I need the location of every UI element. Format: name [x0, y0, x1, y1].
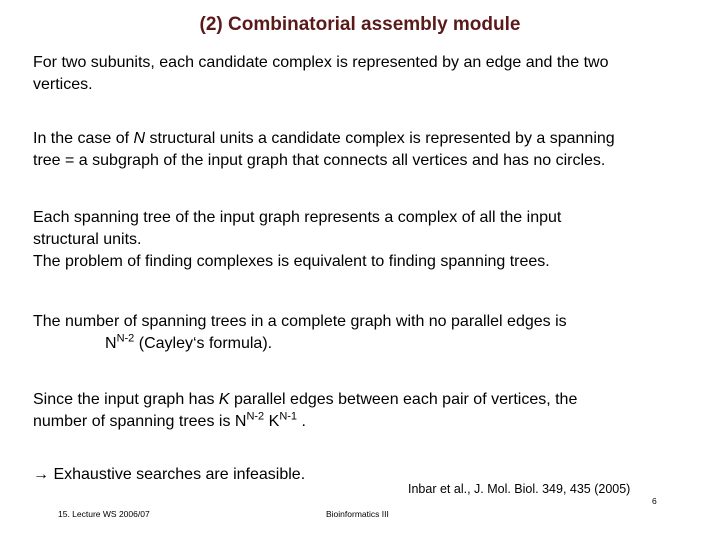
paragraph-spanning-tree	[33, 207, 703, 273]
footer-lecture: 15. Lecture WS 2006/07	[58, 509, 150, 519]
paragraph-n-units	[33, 128, 703, 172]
slide-title: (2) Combinatorial assembly module	[199, 14, 521, 35]
footer-course: Bioinformatics III	[326, 509, 389, 519]
arrow-right-icon: →	[33, 466, 49, 483]
variable-k: K	[218, 391, 230, 408]
formula-base: K	[268, 413, 280, 430]
paragraph-line: For two subunits, each candidate complex is represented by an edge and the two	[33, 54, 609, 71]
formula-exponent: N-1	[279, 410, 298, 423]
paragraph-line: tree = a subgraph of the input graph that connects all vertices and has no circles.	[33, 152, 606, 169]
paragraph-line: The problem of finding complexes is equivalent to finding spanning trees.	[33, 253, 550, 270]
paragraph-line: vertices.	[33, 76, 93, 93]
paragraph-line: number of spanning trees is $N^{N-2}$ $K^{N-1}$ .	[33, 410, 306, 430]
cayley-formula: $N^{N-2}$ (Cayley‘s formula).	[105, 332, 273, 352]
formula-exponent: N-2	[246, 410, 265, 423]
conclusion: → Exhaustive searches are infeasible.	[33, 466, 306, 483]
paragraph-line: Each spanning tree of the input graph represents a complex of all the input	[33, 209, 562, 226]
formula-exponent: N-2	[116, 332, 135, 345]
formula-base: N	[234, 413, 247, 430]
paragraph-line: structural units.	[33, 231, 142, 248]
citation: Inbar et al., J. Mol. Biol. 349, 435 (2005)	[408, 482, 631, 496]
paragraph-parallel-edges	[33, 389, 703, 433]
page-number: 6	[652, 496, 657, 506]
paragraph-line: Since the input graph has K parallel edges between each pair of vertices, the	[33, 391, 578, 408]
paragraph-line: The number of spanning trees in a complete graph with no parallel edges is	[33, 313, 567, 330]
variable-n: N	[133, 130, 146, 147]
paragraph-two-subunits	[33, 52, 703, 96]
paragraph-cayley	[33, 311, 703, 355]
formula-base: N	[105, 335, 117, 352]
paragraph-line: In the case of N structural units a candidate complex is represented by a spanning	[33, 130, 615, 147]
